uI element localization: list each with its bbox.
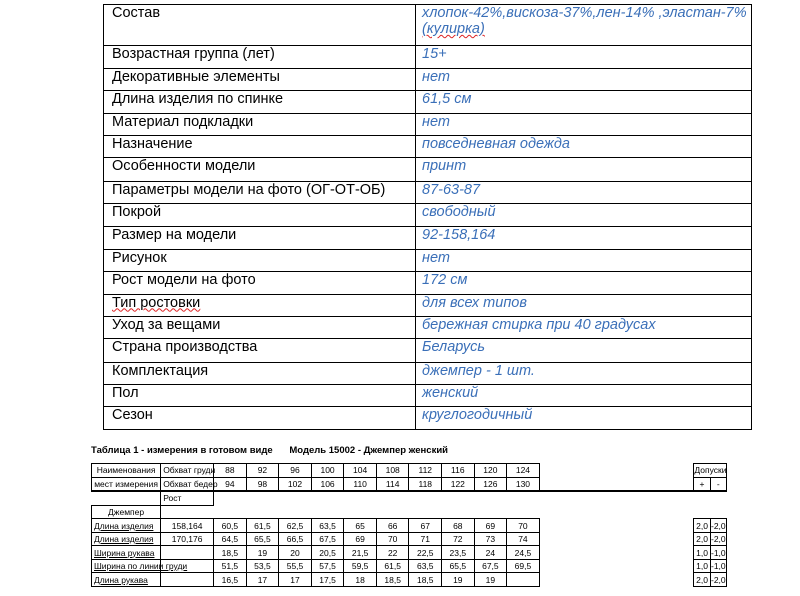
tolerance-plus: 2,0 — [694, 573, 710, 587]
tolerance-minus: -1,0 — [711, 547, 726, 558]
measurement-value: 64,5 — [214, 532, 247, 546]
chest-size-cell: 108 — [376, 464, 409, 478]
characteristic-row — [104, 91, 752, 113]
measurement-value: 68 — [442, 519, 475, 533]
characteristic-value: нет — [416, 113, 752, 135]
measurement-value: 74 — [507, 532, 540, 546]
measurement-value: 17 — [279, 573, 312, 587]
characteristic-label: Возрастная группа (лет) — [104, 45, 416, 68]
characteristic-row — [104, 226, 752, 249]
characteristic-value: бережная стирка при 40 градусах — [416, 317, 752, 339]
measurement-value: 67,5 — [311, 532, 344, 546]
characteristic-label: Комплектация — [104, 362, 416, 384]
measurement-name: Длина изделия — [92, 519, 161, 533]
blank-cell — [214, 491, 247, 505]
measurement-value: 73 — [474, 532, 507, 546]
measurement-value: 59,5 — [344, 559, 377, 573]
hip-size-cell: 118 — [409, 477, 442, 491]
blank-cell — [710, 505, 726, 519]
row-gap — [539, 532, 694, 546]
measurement-model-title: Модель 15002 - Джемпер женский — [289, 445, 449, 456]
tolerance-plus: 2,0 — [694, 519, 710, 533]
measurement-value: 72 — [442, 532, 475, 546]
blank-cell — [376, 505, 409, 519]
hip-size-cell: 130 — [507, 477, 540, 491]
chest-size-cell: 104 — [344, 464, 377, 478]
blank-cell — [409, 491, 442, 505]
measurement-value: 71 — [409, 532, 442, 546]
tolerance-minus: -2,0 — [711, 520, 726, 531]
header-gap — [539, 464, 694, 478]
measurement-name: Длина изделия — [92, 532, 161, 546]
product-characteristics-table — [103, 4, 752, 430]
characteristic-value: нет — [416, 69, 752, 91]
measurement-value: 51,5 — [214, 559, 247, 573]
blank-cell — [539, 505, 694, 519]
characteristic-value: нет — [416, 249, 752, 271]
measurement-value: 24 — [474, 546, 507, 560]
characteristic-row — [104, 317, 752, 339]
characteristic-label: Пол — [104, 385, 416, 407]
measurement-value: 53,5 — [246, 559, 279, 573]
height-range: 158,164 — [161, 519, 214, 533]
characteristic-label: Рост модели на фото — [104, 272, 416, 294]
measurement-row — [92, 546, 727, 560]
hip-size-cell: 106 — [311, 477, 344, 491]
blank-cell — [710, 491, 726, 505]
chest-girth-label: Обхват груди — [161, 464, 214, 478]
hip-size-cell: 110 — [344, 477, 377, 491]
blank-cell — [246, 505, 279, 519]
blank-cell — [474, 505, 507, 519]
characteristic-label: Покрой — [104, 204, 416, 226]
hip-size-cell: 98 — [246, 477, 279, 491]
measurement-value: 18,5 — [214, 546, 247, 560]
blank-cell — [474, 491, 507, 505]
chest-size-cell: 116 — [442, 464, 475, 478]
chest-size-cell: 88 — [214, 464, 247, 478]
characteristic-label: Размер на модели — [104, 226, 416, 249]
measurement-value: 21,5 — [344, 546, 377, 560]
characteristic-value-note: (кулирка) — [422, 21, 485, 37]
characteristic-row — [104, 69, 752, 91]
measurement-value: 70 — [507, 519, 540, 533]
measurement-table-title: Таблица 1 - измерения в готовом виде — [91, 445, 273, 456]
measurement-row — [92, 559, 727, 573]
blank-cell — [409, 505, 442, 519]
row-gap — [539, 519, 694, 533]
measurement-value: 22 — [376, 546, 409, 560]
measurement-value: 17,5 — [311, 573, 344, 587]
chest-size-cell: 100 — [311, 464, 344, 478]
tolerance-minus: -1,0 — [711, 561, 726, 572]
blank-cell — [507, 491, 540, 505]
blank-cell — [279, 491, 312, 505]
characteristic-label: Страна производства — [104, 339, 416, 362]
characteristic-row — [104, 158, 752, 181]
measurement-value: 19 — [246, 546, 279, 560]
hip-size-cell: 94 — [214, 477, 247, 491]
hip-size-cell: 114 — [376, 477, 409, 491]
measurement-value: 16,5 — [214, 573, 247, 587]
row-gap — [539, 573, 694, 587]
characteristic-label: Назначение — [104, 136, 416, 158]
chest-size-cell: 92 — [246, 464, 279, 478]
blank-cell — [311, 505, 344, 519]
characteristic-value: 15+ — [416, 45, 752, 68]
measurement-value: 62,5 — [279, 519, 312, 533]
measurement-value: 19 — [442, 573, 475, 587]
measurement-row — [92, 519, 727, 533]
characteristic-row — [104, 407, 752, 430]
measurement-value: 67 — [409, 519, 442, 533]
characteristic-row — [104, 5, 752, 46]
blank-cell — [92, 491, 161, 505]
hip-girth-label: Обхват бедер — [161, 477, 214, 491]
blank-cell — [442, 491, 475, 505]
characteristic-row — [104, 294, 752, 316]
characteristic-label-text: Тип ростовки — [112, 294, 201, 311]
measurement-value: 55,5 — [279, 559, 312, 573]
garment-label: Джемпер — [92, 505, 161, 519]
hip-size-cell: 122 — [442, 477, 475, 491]
characteristic-value: 172 см — [416, 272, 752, 294]
measurement-value: 61,5 — [246, 519, 279, 533]
measurement-name: Длина рукава — [92, 573, 161, 587]
measurement-value — [507, 573, 540, 587]
characteristic-value: 61,5 см — [416, 91, 752, 113]
characteristic-label: Уход за вещами — [104, 317, 416, 339]
blank-cell — [246, 491, 279, 505]
measurement-value: 20,5 — [311, 546, 344, 560]
hip-size-cell: 102 — [279, 477, 312, 491]
characteristic-value: свободный — [416, 204, 752, 226]
measurement-value: 63,5 — [409, 559, 442, 573]
measurement-value: 20 — [279, 546, 312, 560]
characteristic-row — [104, 362, 752, 384]
characteristic-value: повседневная одежда — [416, 136, 752, 158]
measurement-value: 18,5 — [376, 573, 409, 587]
blank-cell — [694, 505, 710, 519]
tolerance-minus-label: - — [710, 477, 726, 491]
measurement-name: Ширина по линии груди — [92, 559, 161, 573]
header-gap — [539, 477, 694, 491]
characteristic-label: Длина изделия по спинке — [104, 91, 416, 113]
header-names: Наименования — [92, 464, 161, 478]
measurement-value: 69,5 — [507, 559, 540, 573]
blank-cell — [311, 491, 344, 505]
characteristic-label: Параметры модели на фото (ОГ-ОТ-ОБ) — [104, 181, 416, 203]
row-gap — [539, 546, 694, 560]
blank-cell — [344, 505, 377, 519]
blank-cell — [161, 505, 214, 519]
measurement-value: 66 — [376, 519, 409, 533]
measurement-value: 18,5 — [409, 573, 442, 587]
hips-header-row — [92, 477, 727, 491]
characteristic-row — [104, 45, 752, 68]
blank-cell — [344, 491, 377, 505]
blank-cell — [442, 505, 475, 519]
characteristic-label — [104, 294, 416, 316]
characteristic-value: джемпер - 1 шт. — [416, 362, 752, 384]
measurement-row — [92, 532, 727, 546]
measurement-value: 18 — [344, 573, 377, 587]
measurement-name: Ширина рукава — [92, 546, 161, 560]
characteristic-row — [104, 249, 752, 271]
blank-cell — [507, 505, 540, 519]
rost-row — [92, 491, 727, 505]
characteristic-value: круглогодичный — [416, 407, 752, 430]
characteristic-row — [104, 385, 752, 407]
characteristic-value: для всех типов — [416, 294, 752, 316]
rost-label: Рост — [161, 491, 214, 505]
characteristic-row — [104, 181, 752, 203]
measurement-value: 70 — [376, 532, 409, 546]
characteristic-value: хлопок-42%,вискоза-37%,лен-14% ,эластан-7% (кулирка) — [416, 5, 752, 46]
measurement-value: 63,5 — [311, 519, 344, 533]
characteristic-label: Декоративные элементы — [104, 69, 416, 91]
header-places: мест измерения — [92, 477, 161, 491]
measurement-value: 19 — [474, 573, 507, 587]
tolerance-plus-label: + — [694, 477, 710, 491]
characteristic-value: Беларусь — [416, 339, 752, 362]
measurement-value: 66,5 — [279, 532, 312, 546]
characteristic-row — [104, 113, 752, 135]
measurement-row — [92, 573, 727, 587]
blank-cell — [376, 491, 409, 505]
tolerance-plus: 2,0 — [694, 532, 710, 546]
measurement-value: 65 — [344, 519, 377, 533]
measurement-table — [91, 463, 727, 587]
dzhemper-row — [92, 505, 727, 519]
height-range — [161, 573, 214, 587]
hip-size-cell: 126 — [474, 477, 507, 491]
measurement-value: 65,5 — [442, 559, 475, 573]
blank-cell — [214, 505, 247, 519]
tolerance-plus: 1,0 — [694, 546, 710, 560]
characteristic-label: Материал подкладки — [104, 113, 416, 135]
measurement-value: 23,5 — [442, 546, 475, 560]
tolerance-minus: -2,0 — [711, 534, 726, 545]
measurement-caption — [91, 445, 462, 456]
tolerance-minus: -2,0 — [711, 574, 726, 585]
characteristic-row — [104, 339, 752, 362]
characteristic-row — [104, 136, 752, 158]
measurement-value: 17 — [246, 573, 279, 587]
characteristic-value: 92-158,164 — [416, 226, 752, 249]
chest-size-cell: 124 — [507, 464, 540, 478]
measurement-value: 69 — [474, 519, 507, 533]
characteristic-row — [104, 204, 752, 226]
measurement-value: 57,5 — [311, 559, 344, 573]
measurement-value: 24,5 — [507, 546, 540, 560]
characteristic-row — [104, 272, 752, 294]
chest-size-cell: 96 — [279, 464, 312, 478]
characteristic-label: Особенности модели — [104, 158, 416, 181]
measurement-value: 65,5 — [246, 532, 279, 546]
characteristic-label: Рисунок — [104, 249, 416, 271]
chest-size-cell: 112 — [409, 464, 442, 478]
characteristic-label: Сезон — [104, 407, 416, 430]
blank-cell — [694, 491, 710, 505]
chest-size-cell: 120 — [474, 464, 507, 478]
measurement-value: 67,5 — [474, 559, 507, 573]
measurement-value: 22,5 — [409, 546, 442, 560]
tolerance-plus: 1,0 — [694, 559, 710, 573]
row-gap — [539, 559, 694, 573]
measurement-value: 60,5 — [214, 519, 247, 533]
height-range — [161, 546, 214, 560]
blank-cell — [279, 505, 312, 519]
characteristic-value: женский — [416, 385, 752, 407]
characteristic-label: Состав — [104, 5, 416, 46]
measurement-value: 61,5 — [376, 559, 409, 573]
characteristic-value: принт — [416, 158, 752, 181]
height-range: 170,176 — [161, 532, 214, 546]
chest-header-row — [92, 464, 727, 478]
measurement-value: 69 — [344, 532, 377, 546]
blank-cell — [539, 491, 694, 505]
tolerance-header: Допуски — [694, 465, 727, 476]
characteristic-value: 87-63-87 — [416, 181, 752, 203]
